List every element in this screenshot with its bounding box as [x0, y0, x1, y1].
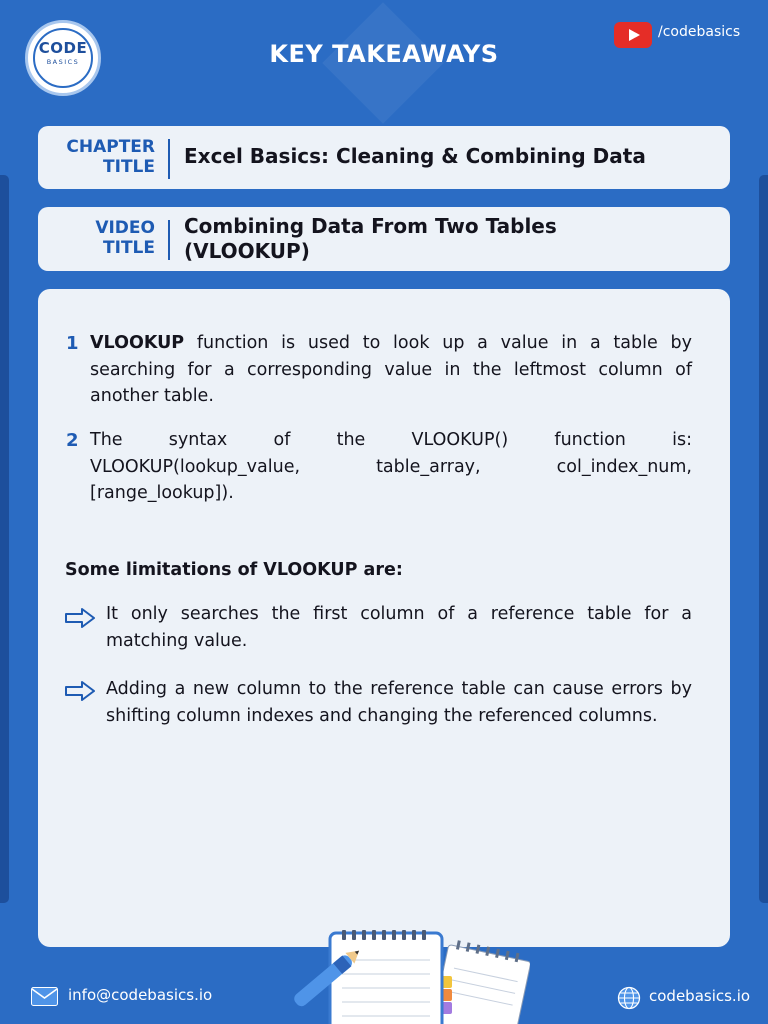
chapter-label-line2: TITLE	[103, 157, 155, 177]
mail-icon	[31, 987, 58, 1006]
limitations-heading: Some limitations of VLOOKUP are:	[65, 560, 403, 580]
video-title-box	[38, 207, 730, 271]
point-number: 1	[66, 333, 79, 354]
limitation-item: Adding a new column to the reference table can cause errors by shifting column indexes and changing the referenced columns.	[106, 679, 692, 726]
left-edge-bar	[0, 175, 9, 903]
takeaway-point-2	[90, 427, 692, 507]
video-label-line1: VIDEO	[95, 218, 155, 238]
point-1-bold: VLOOKUP	[90, 333, 185, 353]
point-number: 2	[66, 430, 79, 451]
logo-code-text: CODE	[38, 39, 88, 57]
page-title: KEY TAKEAWAYS	[269, 40, 499, 68]
point-1-text: function is used to look up a value in a table by searching for a corresponding value in the leftmost column of another table.	[90, 333, 692, 406]
takeaways-panel	[38, 289, 730, 947]
right-edge-bar	[759, 175, 768, 903]
point-2-line2b: [range_lookup]).	[90, 483, 234, 503]
takeaway-point-1	[90, 330, 692, 410]
video-label-line2: TITLE	[103, 238, 155, 258]
point-2-line1: The syntax of the VLOOKUP() function is:	[90, 430, 692, 450]
video-title-label	[95, 218, 155, 258]
chapter-title-value: Excel Basics: Cleaning & Combining Data	[184, 144, 646, 168]
video-title-line2: (VLOOKUP)	[184, 239, 310, 263]
footer-email-link[interactable]: info@codebasics.io	[68, 986, 213, 1004]
chapter-divider	[168, 139, 170, 179]
youtube-channel-link[interactable]: /codebasics	[658, 24, 741, 40]
logo-basics-text: BASICS	[46, 58, 80, 66]
point-2-line2a: VLOOKUP(lookup_value, table_array, col_index_num,	[90, 456, 692, 477]
video-title-line1: Combining Data From Two Tables	[184, 214, 557, 238]
chapter-label-line1: CHAPTER	[66, 137, 155, 157]
video-title-value	[184, 214, 710, 264]
chapter-title-box	[38, 126, 730, 189]
arrow-right-icon	[64, 681, 96, 701]
limitation-item: It only searches the first column of a reference table for a matching value.	[106, 604, 692, 651]
video-divider	[168, 220, 170, 260]
youtube-icon[interactable]	[614, 22, 652, 48]
globe-icon	[617, 986, 641, 1010]
arrow-right-icon	[64, 608, 96, 628]
notebook-illustration	[290, 930, 530, 1024]
chapter-title-label	[66, 137, 155, 177]
footer-website-link[interactable]: codebasics.io	[649, 987, 751, 1005]
